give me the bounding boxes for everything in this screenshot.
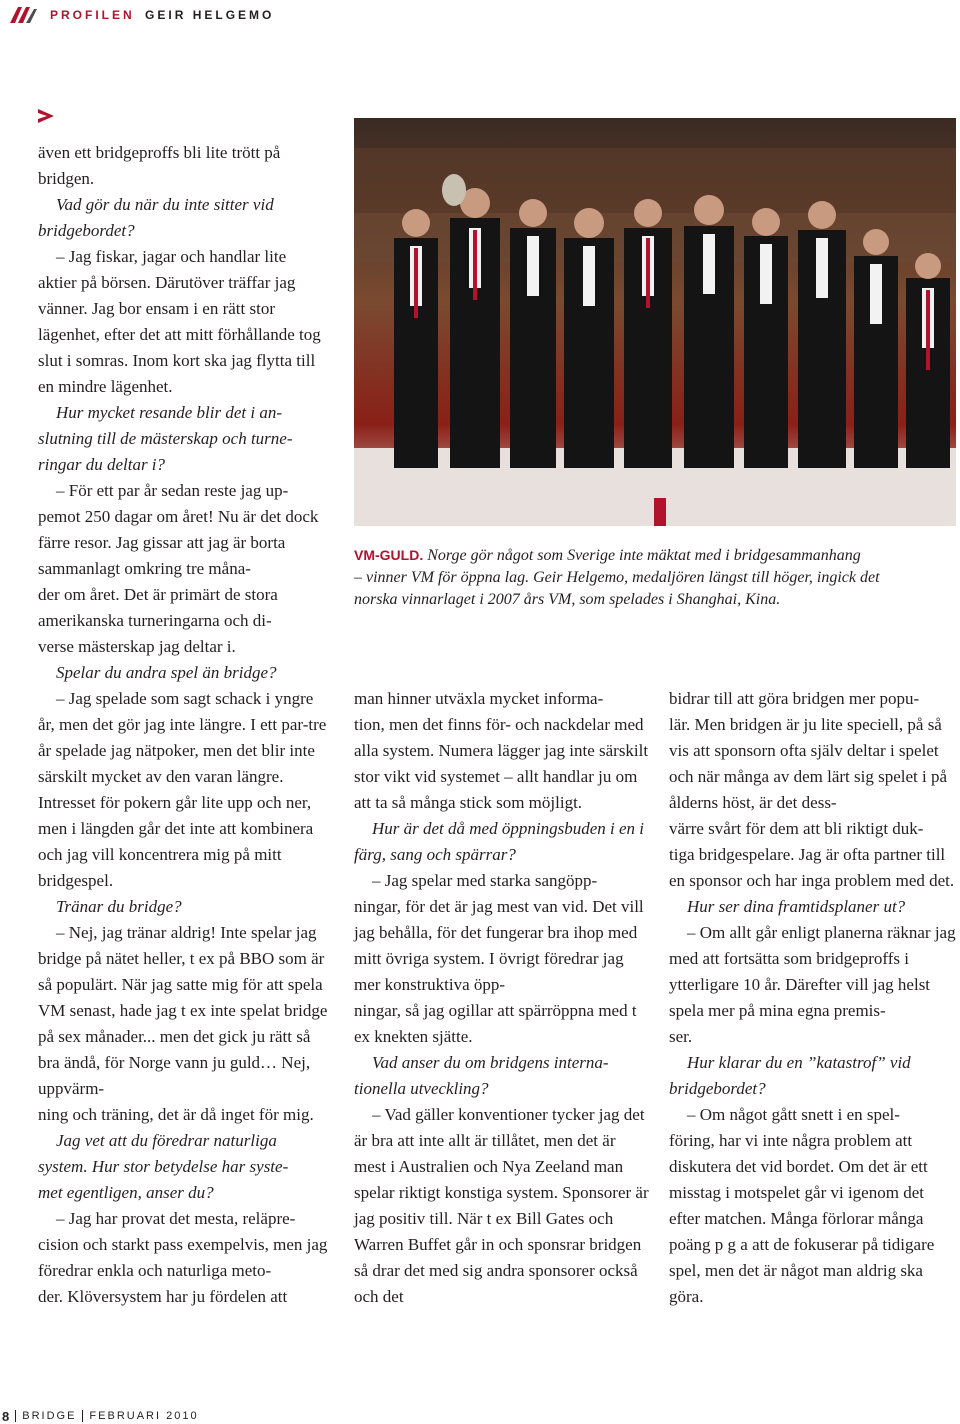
interview-question: Spelar du andra spel än bridge? [56, 663, 277, 682]
interview-question: Jag vet att du föredrar naturliga system. Hur stor betydelse har syste- met egentligen, anser du? [38, 1131, 289, 1202]
issue-date: FEBRUARI 2010 [89, 1410, 199, 1422]
footer-divider [82, 1410, 83, 1422]
interview-question: Hur är det då med öppningsbuden i en i färg, sang och spärrar? [354, 819, 644, 864]
page-header [8, 4, 274, 26]
interview-question: Hur klarar du en ”katastrof” vid bridgebordet? [669, 1053, 911, 1098]
interview-paragraph: man hinner utväxla mycket informa- tion, men det finns för- och nackdelar med alla system. Numera lägger jag inte särskilt stor vikt vid systemet – allt handlar ju om att ta så många stick som möjligt. [354, 689, 649, 812]
article-column-3 [669, 686, 959, 1310]
interview-paragraph: – Jag fiskar, jagar och handlar lite aktier på börsen. Därutöver träffar jag vänner. Jag bor ensam i en rätt stor lägenhet, efter det att mitt förhållande tog slut i somras. Inom kort ska jag flytta till en mindre lägenhet. [38, 247, 321, 396]
magazine-name: BRIDGE [22, 1410, 77, 1422]
interview-paragraph: – Om något gått snett i en spel- föring, har vi inte några problem att diskutera det vid bordet. Om det är ett misstag i motspelet går vi igenom det efter matchen. Många förlorar många poäng p g a att de fokuserar på tidigare spel, men det är något man aldrig ska göra. [669, 1105, 935, 1306]
interview-paragraph: – För ett par år sedan reste jag up- pemot 250 dagar om året! Nu är det dock färre resor. Jag gissar att jag är borta sammanlagt omkring tre måna- der om året. Det är primärt de stora amerikanska turneringarna och di- verse mästerskap jag deltar i. [38, 481, 319, 656]
team-photo [354, 118, 956, 526]
interview-paragraph: – Vad gäller konventioner tycker jag det är bra att inte allt är tillåtet, men det är mest i Australien och Nya Zeeland man spelar riktigt konstiga system. Sponsorer är jag positiv till. När t ex Bill Gates och Warren Buffet går in och sponsrar bridgen så drar det med sig andra sponsorer också och det [354, 1105, 649, 1306]
caption-lead: VM-GULD. [354, 547, 424, 563]
photo-caption [354, 544, 954, 611]
chevron-right-icon [35, 104, 59, 128]
interview-paragraph: även ett bridgeproffs bli lite trött på bridgen. [38, 143, 281, 188]
section-title [50, 8, 274, 22]
interview-question: Hur mycket resande blir det i an- slutning till de mästerskap och turne- ringar du deltar i? [38, 403, 293, 474]
profile-name: GEIR HELGEMO [145, 8, 275, 22]
interview-question: Hur ser dina framtidsplaner ut? [687, 897, 906, 916]
page-number: 8 [2, 1408, 10, 1424]
interview-paragraph: bidrar till att göra bridgen mer popu- lär. Men bridgen är ju lite speciell, på så vis att sponsorn ofta själv deltar i spelet och när många av dem lärt sig spelet i på ålderns höst, är det dess- värre svårt för dem att bli riktigt duk- tiga bridgespelare. Jag är ofta partner till en sponsor och har inga problem med det. [669, 689, 955, 890]
article-column-1 [38, 140, 328, 1310]
caption-text: Norge gör något som Sverige inte mäktat med i bridgesammanhang – vinner VM för öppna lag. Geir Helgemo, medaljören längst till höger, ingick det norska vinnarlaget i 2007 års VM, som spelades i Shanghai, Kina. [354, 547, 880, 608]
interview-paragraph: – Jag spelar med starka sangöpp- ningar, för det är jag mest van vid. Det vill jag behålla, för det fungerar bra ihop med mitt övriga system. I övrigt föredrar jag mer konstruktiva öpp- ningar, så jag ogillar att spärröppna med t ex knekten sjätte. [354, 871, 644, 1046]
interview-question: Vad anser du om bridgens interna- tionella utveckling? [354, 1053, 609, 1098]
page-footer [0, 1408, 199, 1424]
bridge-logo-icon [8, 5, 42, 25]
article-column-2 [354, 686, 650, 1310]
interview-paragraph: – Jag har provat det mesta, reläpre- cision och starkt pass exempelvis, men jag föredrar enkla och naturliga meto- der. Klöversystem har ju fördelen att [38, 1209, 328, 1306]
interview-question: Vad gör du när du inte sitter vid bridgebordet? [38, 195, 274, 240]
interview-question: Tränar du bridge? [56, 897, 182, 916]
interview-paragraph: – Nej, jag tränar aldrig! Inte spelar jag bridge på nätet heller, t ex på BBO som är så populärt. När jag satte mig för att spela VM senast, hade jag t ex inte spelat bridge på sex månader... men det gick ju rätt så bra ändå, för Norge vann ju guld… Nej, uppvärm- ning och träning, det är då inget för mig. [38, 923, 328, 1124]
team-photo-image [354, 118, 956, 526]
interview-paragraph: – Jag spelade som sagt schack i yngre år, men det gör jag inte längre. I ett par-tre år spelade jag nätpoker, men det blir inte särskilt mycket av den varan längre. Intresset för pokern går lite upp och ner, men i längden går det inte att kombinera och jag vill koncentrera mig på mitt bridgespel. [38, 689, 327, 890]
interview-paragraph: – Om allt går enligt planerna räknar jag med att fortsätta som bridgeproffs i ytterligare 10 år. Därefter vill jag helst spela mer på mina egna premis- ser. [669, 923, 956, 1046]
footer-divider [15, 1410, 16, 1422]
section-label: PROFILEN [50, 8, 135, 22]
